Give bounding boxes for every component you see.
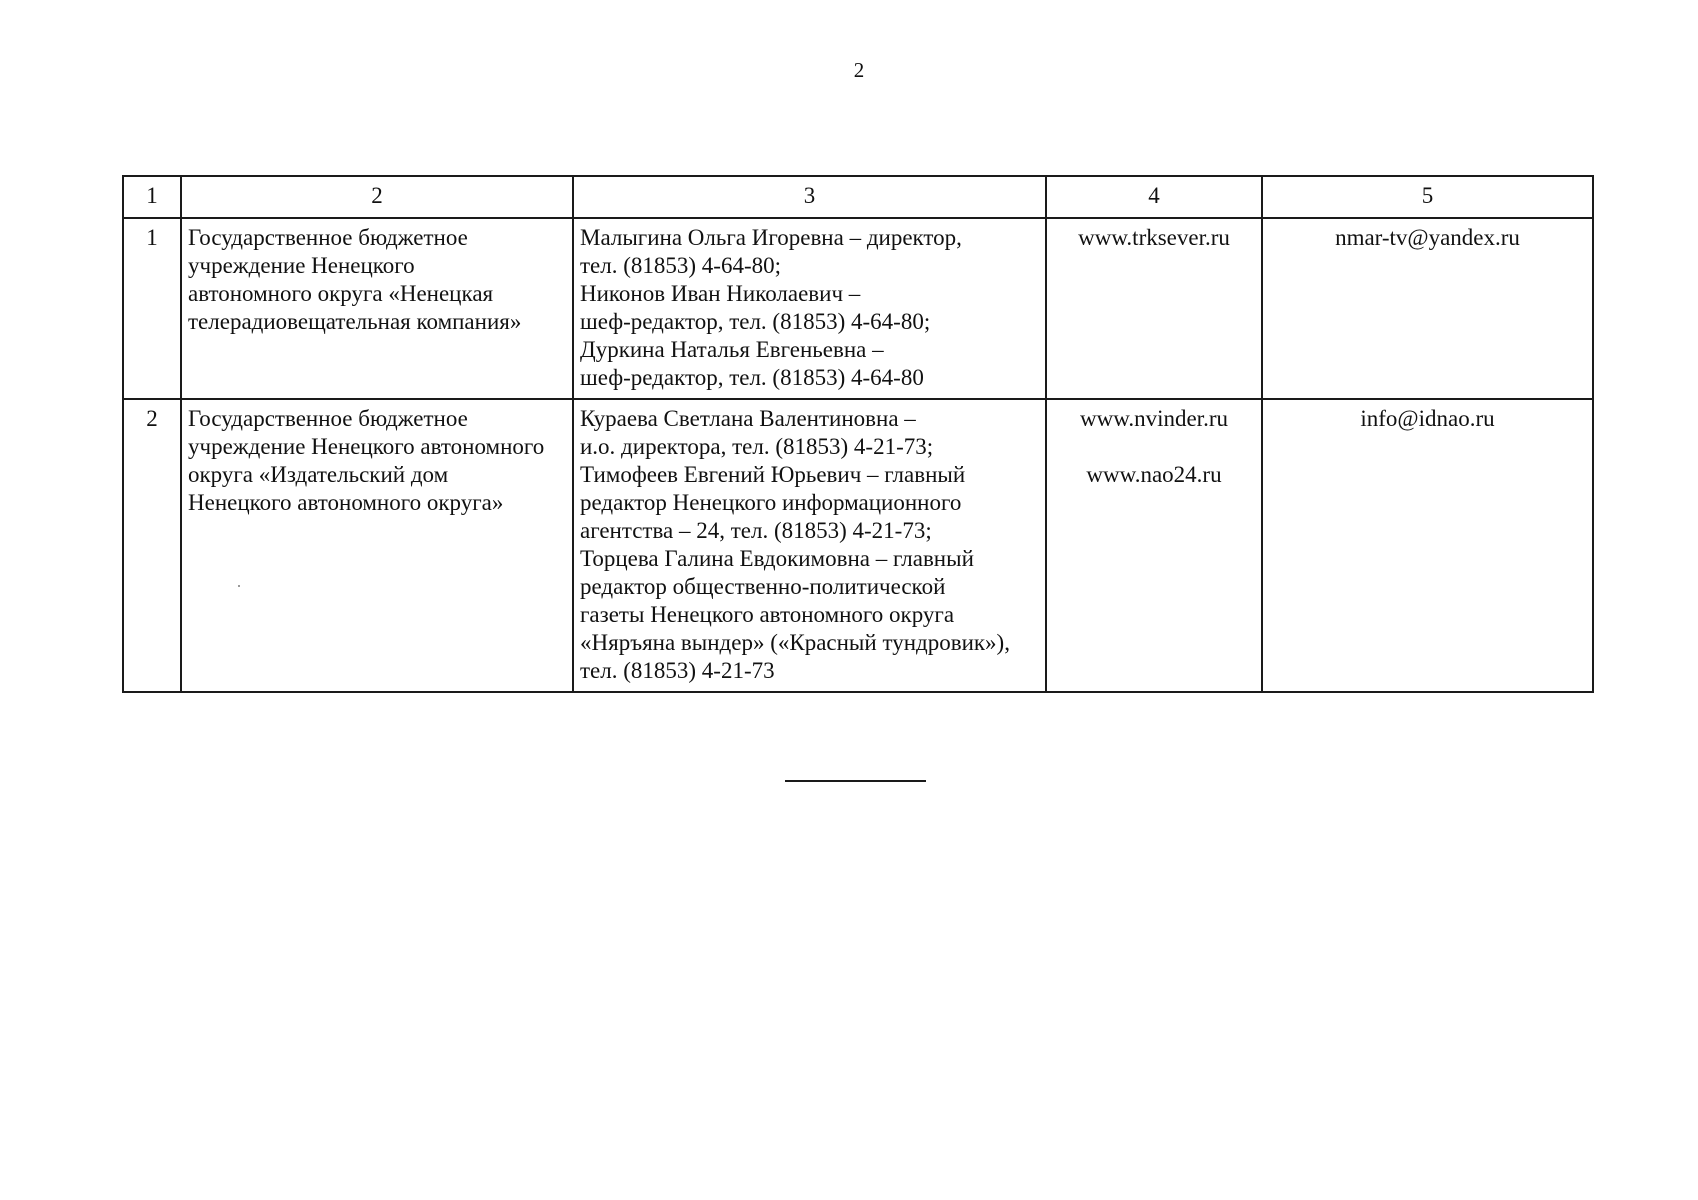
contact-line: и.о. директора, тел. (81853) 4-21-73;	[580, 434, 934, 459]
table-row	[123, 399, 1593, 692]
document-end-rule	[785, 780, 926, 782]
header-col-4: 4	[1046, 176, 1262, 218]
organization-line: учреждение Ненецкого автономного	[188, 434, 545, 459]
contact-line: Дуркина Наталья Евгеньевна –	[580, 337, 884, 362]
website-cell	[1046, 218, 1262, 399]
contact-line: шеф-редактор, тел. (81853) 4-64-80	[580, 365, 924, 390]
contact-line: тел. (81853) 4-64-80;	[580, 253, 782, 278]
contact-line: Тимофеев Евгений Юрьевич – главный	[580, 462, 966, 487]
organization-cell	[181, 399, 573, 692]
contact-line: Торцева Галина Евдокимовна – главный	[580, 546, 974, 571]
scan-speck	[238, 585, 240, 587]
header-col-5: 5	[1262, 176, 1593, 218]
contact-line: «Няръяна вындер» («Красный тундровик»),	[580, 630, 1010, 655]
contacts-cell	[573, 218, 1046, 399]
organization-line: телерадиовещательная компания»	[188, 309, 522, 334]
contacts-cell	[573, 399, 1046, 692]
email-cell	[1262, 399, 1593, 692]
contact-line: Никонов Иван Николаевич –	[580, 281, 861, 306]
organization-line: Государственное бюджетное	[188, 225, 468, 250]
contact-line: Малыгина Ольга Игоревна – директор,	[580, 225, 962, 250]
row-number: 1	[123, 218, 181, 399]
contact-line: газеты Ненецкого автономного округа	[580, 602, 955, 627]
line-gap	[1053, 433, 1255, 461]
website-link[interactable]: www.nvinder.ru	[1080, 406, 1228, 431]
contact-line: Кураева Светлана Валентиновна –	[580, 406, 916, 431]
header-col-1: 1	[123, 176, 181, 218]
table-header-row	[123, 176, 1593, 218]
row-number: 2	[123, 399, 181, 692]
email-cell	[1262, 218, 1593, 399]
header-col-2: 2	[181, 176, 573, 218]
contact-line: тел. (81853) 4-21-73	[580, 658, 775, 683]
website-link[interactable]: www.nao24.ru	[1086, 462, 1222, 487]
contact-line: агентства – 24, тел. (81853) 4-21-73;	[580, 518, 932, 543]
website-link[interactable]: www.trksever.ru	[1078, 225, 1230, 250]
organization-cell	[181, 218, 573, 399]
table-row	[123, 218, 1593, 399]
organization-line: учреждение Ненецкого	[188, 253, 415, 278]
website-cell	[1046, 399, 1262, 692]
email-link[interactable]: nmar-tv@yandex.ru	[1335, 225, 1520, 250]
organization-line: Государственное бюджетное	[188, 406, 468, 431]
contact-line: шеф-редактор, тел. (81853) 4-64-80;	[580, 309, 931, 334]
contact-line: редактор Ненецкого информационного	[580, 490, 962, 515]
page-number: 2	[853, 58, 865, 82]
organization-line: Ненецкого автономного округа»	[188, 490, 504, 515]
email-link[interactable]: info@idnao.ru	[1360, 406, 1495, 431]
contact-line: редактор общественно-политической	[580, 574, 946, 599]
organization-line: округа «Издательский дом	[188, 462, 449, 487]
header-col-3: 3	[573, 176, 1046, 218]
organization-line: автономного округа «Ненецкая	[188, 281, 494, 306]
media-contacts-table	[122, 175, 1594, 693]
